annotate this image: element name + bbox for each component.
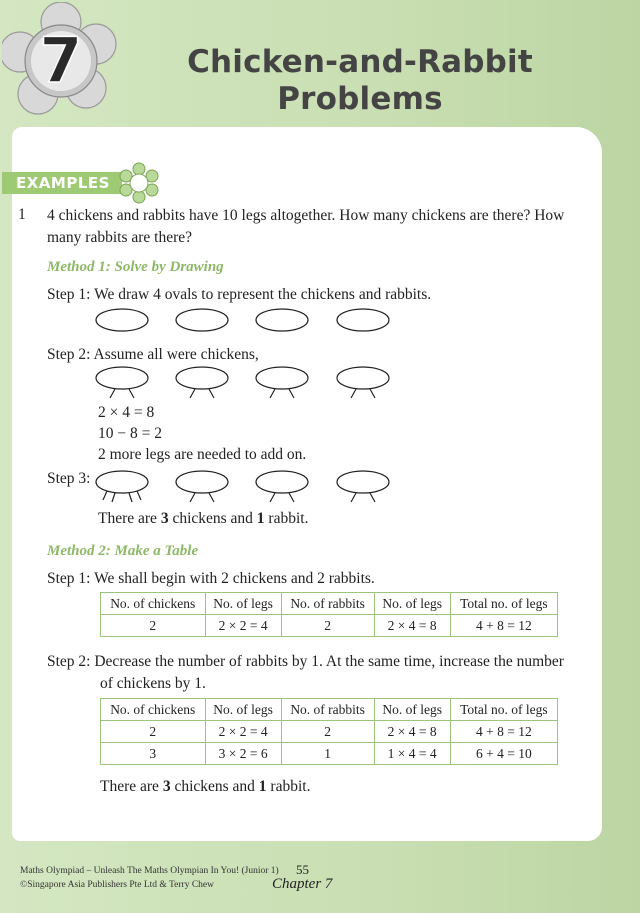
chapter-badge xyxy=(2,2,120,120)
oval xyxy=(176,309,228,331)
answer-text: rabbit. xyxy=(264,510,309,527)
method2-step2-line-1: Step 2: Decrease the number of rabbits by 1. At the same time, increase the number xyxy=(47,653,564,670)
table-cell: 4 + 8 = 12 xyxy=(450,615,557,637)
answer-rabbits: 1 xyxy=(256,510,265,527)
table-cell: 2 xyxy=(281,615,374,637)
calc-line-1: 2 × 4 = 8 xyxy=(98,404,155,421)
calc-line-2: 10 − 8 = 2 xyxy=(98,425,162,442)
method2-step2-line-2: of chickens by 1. xyxy=(100,675,206,692)
table-1 xyxy=(100,592,558,637)
ovals-row-1 xyxy=(95,305,395,337)
examples-label: EXAMPLES xyxy=(16,174,110,192)
answer-chickens: 3 xyxy=(162,778,171,795)
problem-text-line-1: 4 chickens and rabbits have 10 legs altogether. How many chickens are there? How xyxy=(47,207,565,224)
method2-heading: Method 2: Make a Table xyxy=(47,543,199,559)
answer-text: chickens and xyxy=(170,778,259,795)
answer-rabbits: 1 xyxy=(258,778,267,795)
page-title xyxy=(150,44,570,118)
method1-step1: Step 1: We draw 4 ovals to represent the chickens and rabbits. xyxy=(47,286,432,303)
ovals-row-2-chickens xyxy=(95,364,395,404)
table-header-cell: Total no. of legs xyxy=(450,699,557,721)
table-cell: 2 × 2 = 4 xyxy=(205,721,281,743)
method2-step1: Step 1: We shall begin with 2 chickens and 2 rabbits. xyxy=(47,570,375,587)
footer-copyright: ©Singapore Asia Publishers Pte Ltd & Terry Chew xyxy=(20,880,214,890)
table-cell: 1 × 4 = 4 xyxy=(374,743,450,765)
table-header-cell: No. of chickens xyxy=(101,593,206,615)
oval xyxy=(337,309,389,331)
title-line-2: Problems xyxy=(277,81,443,117)
table-header-cell: No. of legs xyxy=(374,699,450,721)
table-cell: 2 xyxy=(281,721,374,743)
table-2 xyxy=(100,698,558,765)
table-header-cell: No. of legs xyxy=(205,593,281,615)
title-line-1: Chicken-and-Rabbit xyxy=(187,44,533,80)
gear-icon xyxy=(118,162,160,204)
table-header-row xyxy=(101,699,558,721)
method1-step3: Step 3: xyxy=(47,470,91,487)
table-cell: 6 + 4 = 10 xyxy=(450,743,557,765)
footer-book-title: Maths Olympiad – Unleash The Maths Olympian In You! (Junior 1) xyxy=(20,866,279,876)
table-cell: 2 × 2 = 4 xyxy=(205,615,281,637)
table-cell: 1 xyxy=(281,743,374,765)
table-header-cell: No. of legs xyxy=(205,699,281,721)
oval xyxy=(96,309,148,331)
table-cell: 4 + 8 = 12 xyxy=(450,721,557,743)
ovals-row-3-final xyxy=(95,468,395,508)
table-cell: 3 xyxy=(101,743,206,765)
problem-text-line-2: many rabbits are there? xyxy=(47,229,193,246)
answer-text: chickens and xyxy=(168,510,257,527)
calc-line-3: 2 more legs are needed to add on. xyxy=(98,446,307,463)
footer-chapter: Chapter 7 xyxy=(272,876,333,892)
answer-text: rabbit. xyxy=(266,778,311,795)
table-header-cell: No. of legs xyxy=(374,593,450,615)
table-header-cell: No. of rabbits xyxy=(281,593,374,615)
table-cell: 2 xyxy=(101,721,206,743)
table-cell: 2 xyxy=(101,615,206,637)
method1-step2: Step 2: Assume all were chickens, xyxy=(47,346,259,363)
table-cell: 3 × 2 = 6 xyxy=(205,743,281,765)
method1-answer xyxy=(98,508,308,530)
answer-text: There are xyxy=(98,510,161,527)
problem-number: 1 xyxy=(18,206,26,223)
page-number: 55 xyxy=(296,862,309,877)
table-row xyxy=(101,721,558,743)
method2-answer xyxy=(100,776,310,798)
table-header-cell: No. of rabbits xyxy=(281,699,374,721)
table-cell: 2 × 4 = 8 xyxy=(374,721,450,743)
chapter-number: 7 xyxy=(39,24,83,97)
method1-heading: Method 1: Solve by Drawing xyxy=(47,259,224,275)
table-header-row xyxy=(101,593,558,615)
answer-text: There are xyxy=(100,778,163,795)
table-row xyxy=(101,615,558,637)
answer-chickens: 3 xyxy=(160,510,169,527)
table-header-cell: Total no. of legs xyxy=(450,593,557,615)
table-row xyxy=(101,743,558,765)
table-header-cell: No. of chickens xyxy=(101,699,206,721)
oval xyxy=(256,309,308,331)
table-cell: 2 × 4 = 8 xyxy=(374,615,450,637)
